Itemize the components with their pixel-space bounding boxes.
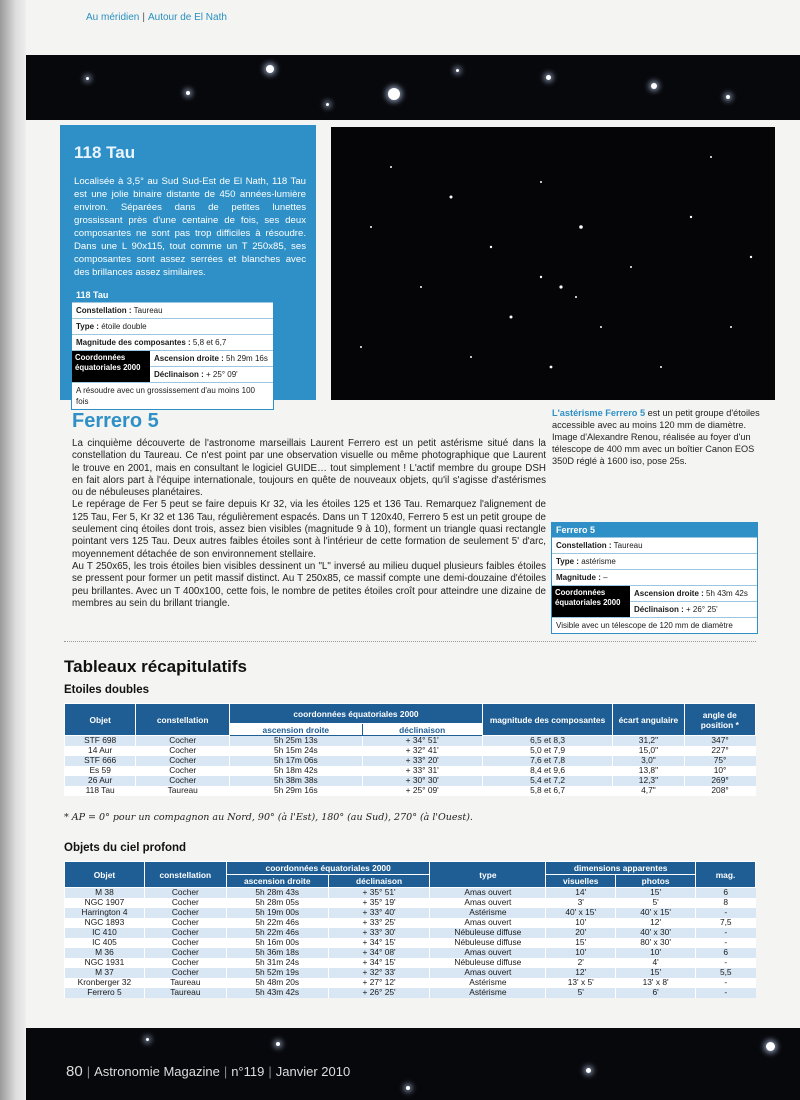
paragraph: La cinquième découverte de l'astronome marseillais Laurent Ferrero est un petit astérisme situé dans la constellation du Taureau. Ce n'est point par une observation visuelle ou même photographique que Laurent le trouve en 2001, mais en consultant le logiciel GUIDE… tout simplement ! L'actif membre du groupe DSH en fait alors part à l'équipe internationale, toujours en quête de nouveaux objets, qu'il s'agisse d'astérismes ou de nébuleuses planétaires. xyxy=(72,438,546,499)
table-row: NGC 1931 Cocher 5h 31m 24s + 34° 15' Nébuleuse diffuse 2' 4' - xyxy=(65,958,756,968)
col-objet: Objet xyxy=(65,704,136,736)
divider xyxy=(64,641,756,642)
fiche-title: 118 Tau xyxy=(72,288,273,302)
paragraph: Le repérage de Fer 5 peut se faire depuis Kr 32, via les étoiles 125 et 136 Tau. Remarquez l'alignement de 125 Tau, Fer 5, Kr 32 et 136 Tau, régulièrement espacés. Dans un T 120x40, Ferrero 5 est un petit groupe de seulement cinq étoiles dont trois, assez bien visibles (magnitude 9 à 10), forment un triangle quasi rectangle pointant vers 125 Tau. Deux autres faibles étoiles sont à l'intérieur de cette formation de seulement 5' d'arc, moyennement détachée de son environnement stellaire. xyxy=(72,499,546,560)
fiche-type: Type : astérisme xyxy=(552,553,757,569)
table-row: Kronberger 32 Taureau 5h 48m 20s + 27° 12' Astérisme 13' x 5' 13' x 8' - xyxy=(65,978,756,988)
fiche-coord-label: Coordonnées équatoriales 2000 xyxy=(552,586,630,617)
fiche-constellation: Constellation : Taureau xyxy=(552,537,757,553)
col-objet: Objet xyxy=(65,862,145,888)
col-ad: ascension droite xyxy=(226,875,328,888)
doubles-title: Etoiles doubles xyxy=(64,684,149,696)
col-constellation: constellation xyxy=(144,862,226,888)
star-banner-image xyxy=(26,55,800,120)
col-dec: déclinaison xyxy=(362,724,482,736)
issue-date: Janvier 2010 xyxy=(275,1064,351,1079)
footer-star-band xyxy=(26,1028,800,1100)
table-footnote: * AP = 0° pour un compagnon au Nord, 90° (à l'Est), 180° (au Sud), 270° (à l'Ouest). xyxy=(64,812,473,823)
fiche-dec: Déclinaison : + 25° 09' xyxy=(150,366,273,382)
fiche-ad: Ascension droite : 5h 29m 16s xyxy=(154,354,268,363)
table-row: IC 405 Cocher 5h 16m 00s + 34° 15' Nébuleuse diffuse 15' 80' x 30' - xyxy=(65,938,756,948)
section-label: Au méridien xyxy=(86,12,140,23)
table-row: NGC 1907 Cocher 5h 28m 05s + 35° 19' Amas ouvert 3' 5' 8 xyxy=(65,898,756,908)
table-row: Harrington 4 Cocher 5h 19m 00s + 33° 40' Astérisme 40' x 15' 40' x 15' - xyxy=(65,908,756,918)
caption-highlight: L'astérisme Ferrero 5 xyxy=(552,408,646,418)
col-dimensions: dimensions apparentes xyxy=(546,862,696,875)
issue-number: n°119 xyxy=(231,1064,265,1079)
ferrero5-fiche xyxy=(551,522,758,634)
tau118-text: Localisée à 3,5° au Sud Sud-Est de El Nath, 118 Tau est une jolie binaire distante de 450 années-lumière environ. Séparées dans de petites lunettes grossissant près d'une centaine de fois, ses deux composantes ne sont pas trop difficiles à résoudre. Dans une L 90x115, tout comme un T 250x85, ses composantes sont assez serrées et blanches avec des brillances assez similaires. xyxy=(74,176,306,278)
fiche-note: A résoudre avec un grossissement d'au moins 100 fois xyxy=(72,382,273,409)
table-row: STF 666 Cocher 5h 17m 06s + 33° 20' 7,6 et 7,8 3,0" 75° xyxy=(65,756,756,766)
col-visuelles: visuelles xyxy=(546,875,616,888)
caption-text: est un petit groupe d'étoiles accessible avec au moins 120 mm de diamètre. Image d'Alexandre Renou, réalisée au foyer d'un télescope de 400 mm avec un boîtier Canon EOS 350D réglé à 1600 iso, pose 25s. xyxy=(552,408,760,466)
ferrero5-title: Ferrero 5 xyxy=(72,410,159,432)
col-angle: angle de position * xyxy=(684,704,755,736)
fiche-coord-label: Coordonnées équatoriales 2000 xyxy=(72,351,150,382)
table-row: STF 698 Cocher 5h 25m 13s + 34° 51' 6,5 et 8,3 31,2" 347° xyxy=(65,736,756,746)
fiche-ad: Ascension droite : 5h 43m 42s xyxy=(634,589,748,598)
deep-sky-title: Objets du ciel profond xyxy=(64,842,187,854)
col-constellation: constellation xyxy=(136,704,230,736)
ferrero5-star-field-photo xyxy=(331,127,775,400)
table-row: M 38 Cocher 5h 28m 43s + 35° 51' Amas ouvert 14' 15' 6 xyxy=(65,888,756,898)
double-stars-table xyxy=(64,703,756,796)
fiche-coords xyxy=(72,350,273,382)
tau118-fiche xyxy=(71,287,274,410)
photo-caption xyxy=(552,407,762,467)
fiche-type: Type : étoile double xyxy=(72,318,273,334)
table-row: Es 59 Cocher 5h 18m 42s + 33° 31' 8,4 et 9,6 13,8" 10° xyxy=(65,766,756,776)
table-row: M 36 Cocher 5h 36m 18s + 34° 08' Amas ouvert 10' 10' 6 xyxy=(65,948,756,958)
col-photos: photos xyxy=(616,875,696,888)
deep-sky-table xyxy=(64,861,756,998)
table-row: M 37 Cocher 5h 52m 19s + 32° 33' Amas ouvert 12' 15' 5,5 xyxy=(65,968,756,978)
tau118-title: 118 Tau xyxy=(74,143,136,162)
fiche-title: Ferrero 5 xyxy=(552,523,757,537)
page-number: 80 xyxy=(66,1063,83,1080)
magazine-name: Astronomie Magazine xyxy=(94,1064,220,1079)
table-row: 118 Tau Taureau 5h 29m 16s + 25° 09' 5,8 et 6,7 4,7" 208° xyxy=(65,786,756,796)
table-row: 14 Aur Cocher 5h 15m 24s + 32° 41' 5,0 et 7,9 15,0" 227° xyxy=(65,746,756,756)
table-row: NGC 1893 Cocher 5h 22m 46s + 33° 25' Amas ouvert 10' 12' 7,5 xyxy=(65,918,756,928)
star-field xyxy=(331,127,775,400)
col-ecart: écart angulaire xyxy=(613,704,684,736)
page-spine xyxy=(0,0,26,1100)
ferrero5-article xyxy=(72,438,546,610)
col-coords: coordonnées équatoriales 2000 xyxy=(230,704,483,724)
fiche-magnitude: Magnitude : – xyxy=(552,569,757,585)
col-coords: coordonnées équatoriales 2000 xyxy=(226,862,430,875)
paragraph: Au T 250x65, les trois étoiles bien visibles dessinent un "L" inversé au milieu duquel plusieurs faibles étoiles se pressent pour former un petit massif distinct. Au T 250x85, ce massif compte une demi-douzaine d'étoiles peu brillantes. Avec un T 400x100, cette fois, le nombre de petites étoiles croît pour atteindre une dizaine de membres au sein du brillant triangle. xyxy=(72,560,546,609)
col-mag: mag. xyxy=(696,862,756,888)
rubrique-label: Autour de El Nath xyxy=(147,12,227,23)
col-type: type xyxy=(430,862,546,888)
fiche-magnitude: Magnitude des composantes : 5,8 et 6,7 xyxy=(72,334,273,350)
col-ad: ascension droite xyxy=(230,724,362,736)
fiche-note: Visible avec un télescope de 120 mm de diamètre xyxy=(552,617,757,633)
fiche-constellation: Constellation : Taureau xyxy=(72,302,273,318)
tables-title: Tableaux récapitulatifs xyxy=(64,657,247,676)
table-row: 26 Aur Cocher 5h 38m 38s + 30° 30' 5,4 et 7,2 12,3" 269° xyxy=(65,776,756,786)
table-row: Ferrero 5 Taureau 5h 43m 42s + 26° 25' Astérisme 5' 6' - xyxy=(65,988,756,998)
fiche-coords xyxy=(552,585,757,617)
col-magnitude: magnitude des composantes xyxy=(482,704,612,736)
col-dec: déclinaison xyxy=(328,875,430,888)
table-row: IC 410 Cocher 5h 22m 46s + 33° 30' Nébuleuse diffuse 20' 40' x 30' - xyxy=(65,928,756,938)
folio: 80 | Astronomie Magazine | n°119 | Janvier 2010 xyxy=(66,1063,351,1080)
running-header: Au méridien | Autour de El Nath xyxy=(86,12,227,23)
fiche-dec: Déclinaison : + 26° 25' xyxy=(630,601,757,617)
